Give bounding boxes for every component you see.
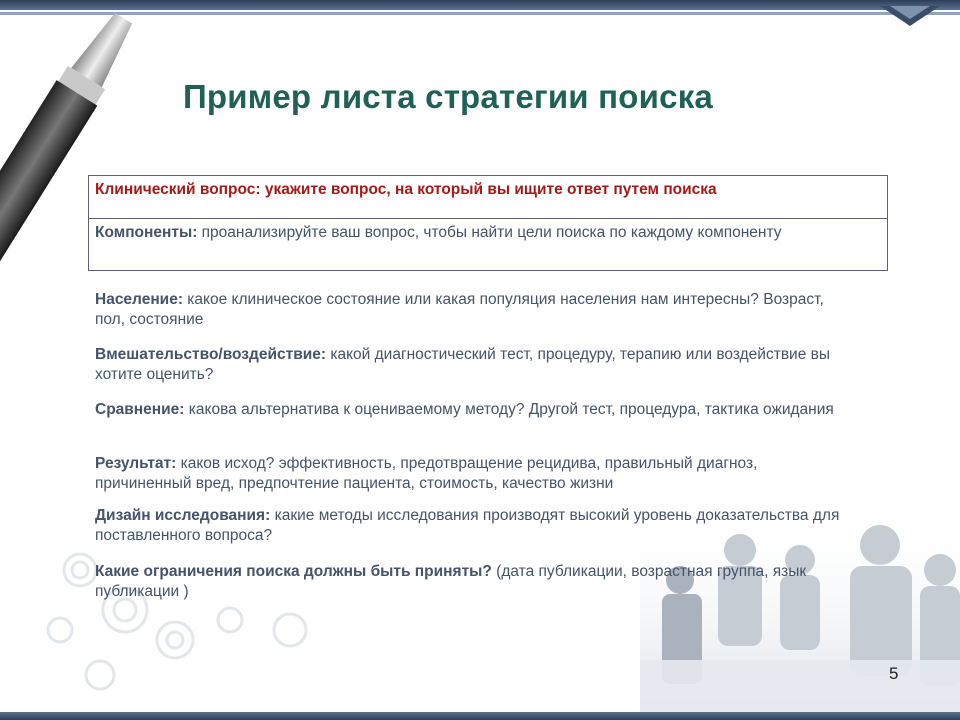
item-text: (дата публикации, возрастная группа, язык публикации ) (95, 563, 807, 600)
item-text: какие методы исследования производят высокий уровень доказательства для поставленного вопроса? (95, 507, 840, 544)
list-item-study-design (95, 506, 855, 546)
page-number: 5 (889, 664, 899, 683)
item-label: Какие ограничения поиска должны быть приняты? (95, 563, 492, 580)
item-text: какой диагностический тест, процедуру, терапию или воздействие вы хотите оценить? (95, 346, 831, 383)
corner-chevron-icon (880, 6, 940, 30)
item-text: какое клиническое состояние или какая популяция населения нам интересны? Возраст, пол, состояние (95, 291, 824, 328)
item-text: каков исход? эффективность, предотвращение рецидива, правильный диагноз, причиненный вред, предпочтение пациента, стоимость, качество жизни (95, 455, 758, 492)
list-item-search-limits (95, 562, 855, 602)
list-item-outcome (95, 454, 855, 494)
item-label: Дизайн исследования: (95, 507, 271, 524)
item-text: какова альтернатива к оцениваемому методу? Другой тест, процедура, тактика ожидания (184, 401, 834, 418)
top-decor-line (0, 12, 960, 15)
list-item-intervention (95, 345, 855, 385)
bottom-decor-band (0, 712, 960, 720)
item-label: Население: (95, 291, 183, 308)
item-label: Сравнение: (95, 401, 185, 418)
list-item-comparison (95, 400, 855, 420)
question-table (88, 175, 888, 271)
components-text: проанализируйте ваш вопрос, чтобы найти цели поиска по каждому компоненту (197, 224, 782, 241)
page-title: Пример листа стратегии поиска (183, 78, 713, 115)
components-row (89, 219, 887, 270)
item-label: Вмешательство/воздействие: (95, 346, 327, 363)
clinical-question-row: Клинический вопрос: укажите вопрос, на который вы ищите ответ путем поиска (89, 176, 887, 219)
list-item-population (95, 290, 855, 330)
top-decor-band (0, 0, 960, 10)
item-label: Результат: (95, 455, 177, 472)
components-label: Компоненты: (95, 224, 198, 241)
